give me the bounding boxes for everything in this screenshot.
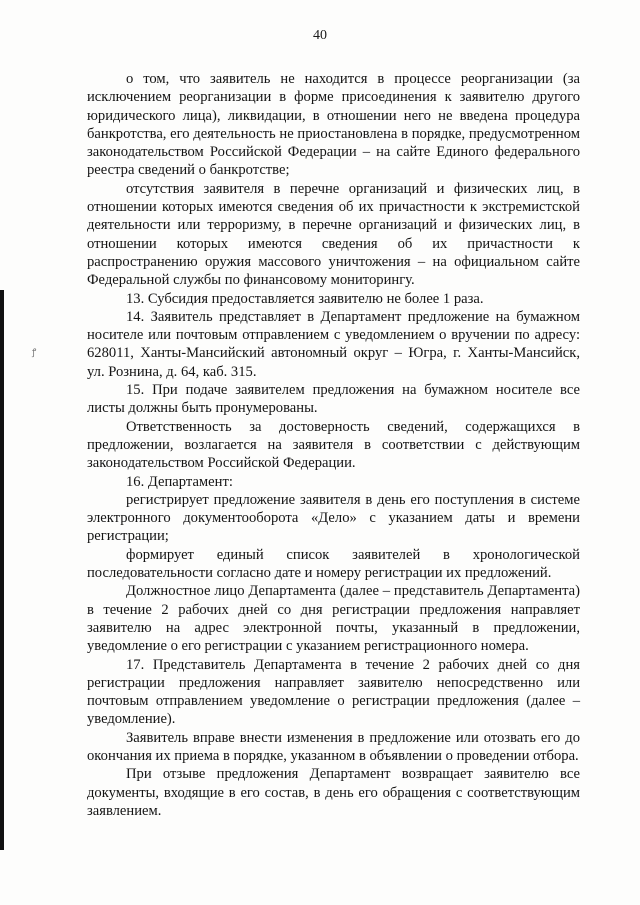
paragraph-forms-list: формирует единый список заявителей в хронологической последовательности согласно дате и номеру регистрации их предложений. [87, 546, 580, 582]
paragraph-15: 15. При подаче заявителем предложения на бумажном носителе все листы должны быть пронумерованы. [87, 382, 580, 417]
paragraph-official: Должностное лицо Департамента (далее – представитель Департамента) в течение 2 рабочих дней со дня регистрации предложения направляет заявителю на адрес электронной почты, указанный в предложении, уведомление о его регистрации с указанием регистрационного номера. [87, 583, 580, 655]
paragraph-14: 14. Заявитель представляет в Департамент предложение на бумажном носителе или почтовым отправлением с уведомлением о вручении по адресу: 628011, Ханты-Мансийский автономный округ – Югра, г. Ханты-Мансийск, ул. Рознина, д. 64, каб. 315. [87, 308, 580, 380]
paragraph-extremism-check: отсутствия заявителя в перечне организаций и физических лиц, в отношении которых имеются сведения об их причастности к экстремистской деятельности или терроризму, в перечне организаций и физических лиц, в отношении которых имеются сведения об их причастности к распространению оружия массового уничтожения – на официальном сайте Федеральной службы по финансовому мониторингу. [87, 180, 580, 289]
paragraph-bankruptcy-check: о том, что заявитель не находится в процессе реорганизации (за исключением реорганизации в форме присоединения к заявителю другого юридического лица), ликвидации, в отношении него не введена процедура банкротства, его деятельность не приостановлена в порядке, предусмотренном законодательством Российской Федерации – на сайте Единого федерального реестра сведений о банкротстве; [87, 71, 580, 179]
page-number: 40 [313, 28, 327, 43]
scan-edge-shadow [0, 290, 4, 850]
paragraph-16: 16. Департамент: [126, 473, 233, 490]
paragraph-registers: регистрирует предложение заявителя в день его поступления в системе электронного документооборота «Дело» с указанием даты и времени регистрации; [87, 491, 580, 545]
paragraph-13: 13. Субсидия предоставляется заявителю не более 1 раза. [126, 290, 484, 307]
paragraph-withdrawal-return: При отзыве предложения Департамент возвращает заявителю все документы, входящие в его состав, в день его обращения с соответствующим заявлением. [87, 766, 580, 819]
paragraph-amend-withdraw: Заявитель вправе внести изменения в предложение или отозвать его до окончания их приема в порядке, указанном в объявлении о проведении отбора. [87, 729, 580, 764]
paragraph-responsibility: Ответственность за достоверность сведений, содержащихся в предложении, возлагается на заявителя в соответствии с действующим законодательством Российской Федерации. [87, 418, 580, 472]
document-body [87, 70, 580, 820]
scan-mark: ꝭ [32, 348, 37, 358]
paragraph-17: 17. Представитель Департамента в течение 2 рабочих дней со дня регистрации предложения направляет заявителю непосредственно или почтовым отправлением уведомление о регистрации предложения (далее – уведомление). [87, 656, 580, 728]
